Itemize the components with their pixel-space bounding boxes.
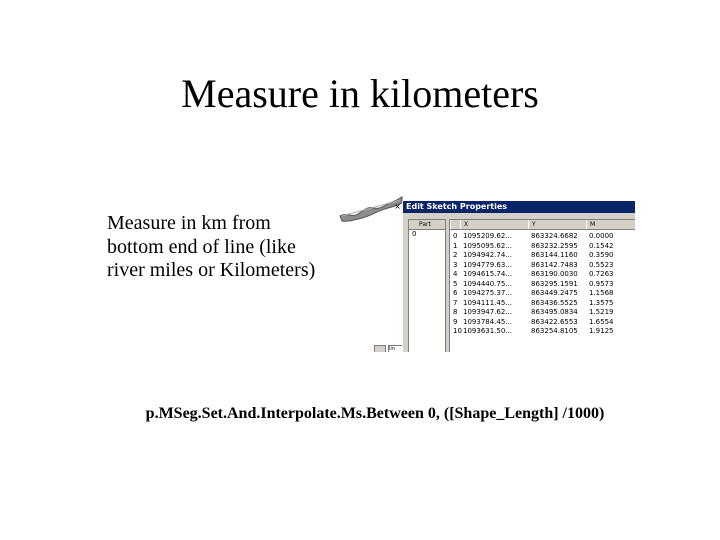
cell-idx: 2 <box>453 251 458 259</box>
slide-title: Measure in kilometers <box>181 71 539 116</box>
cell-idx: 6 <box>453 289 458 297</box>
cell-x: 1094942.74... <box>463 251 512 259</box>
cell-y: 863232.2595 <box>531 241 578 250</box>
map-view[interactable] <box>330 190 405 352</box>
table-row[interactable] <box>450 289 635 298</box>
cell-idx: 10 <box>453 327 462 335</box>
cell-x: 1094615.74... <box>463 270 512 278</box>
cell-y: 863422.6553 <box>531 317 578 326</box>
cell-x: 1093631.50... <box>463 327 512 335</box>
col-header-y[interactable]: Y <box>528 220 586 229</box>
code-statement: p.MSeg.Set.And.Interpolate.Ms.Between 0, ([Shape_Length] /1000) <box>145 405 605 422</box>
col-header-m[interactable]: M <box>586 220 635 229</box>
cell-x: 1094275.37... <box>463 289 512 297</box>
cell-m: 1.6554 <box>589 317 614 326</box>
cell-y: 863449.2475 <box>531 289 578 297</box>
slide-description: Measure in km from bottom end of line (like river miles or Kilometers) <box>107 212 316 281</box>
cell-idx: 8 <box>453 308 458 316</box>
map-status-strip <box>330 340 405 352</box>
cell-idx: 3 <box>453 260 458 269</box>
cell-x: 1095095.62... <box>463 241 512 250</box>
cell-x: 1093784.45... <box>463 317 512 326</box>
edit-sketch-properties-dialog <box>394 201 635 352</box>
cell-y: 863436.5525 <box>531 298 578 307</box>
part-list-item[interactable]: 0 <box>412 230 417 238</box>
cell-idx: 1 <box>453 241 458 250</box>
cell-y: 863190.0030 <box>531 270 578 278</box>
table-row[interactable] <box>450 232 635 241</box>
cell-idx: 0 <box>453 232 458 240</box>
screenshot-image <box>330 190 635 352</box>
map-tab[interactable]: lin <box>388 345 407 352</box>
table-row[interactable] <box>450 308 635 317</box>
cell-y: 863495.0834 <box>531 308 578 316</box>
cell-m: 1.9125 <box>589 327 614 335</box>
cell-x: 1095209.62... <box>463 232 512 240</box>
cell-m: 0.7263 <box>589 270 614 278</box>
col-header-index <box>450 220 460 229</box>
cell-m: 0.9573 <box>589 279 614 288</box>
part-list[interactable] <box>408 219 446 352</box>
cell-m: 0.5523 <box>589 260 614 269</box>
table-row[interactable] <box>450 242 635 251</box>
cell-idx: 4 <box>453 270 458 278</box>
table-row[interactable] <box>450 327 635 336</box>
cell-x: 1093947.62... <box>463 308 512 316</box>
cell-y: 863324.6682 <box>531 232 578 240</box>
cell-m: 0.1542 <box>589 241 614 250</box>
dialog-titlebar: Edit Sketch Properties <box>403 201 635 213</box>
cell-m: 0.3590 <box>589 251 614 259</box>
cell-m: 1.1568 <box>589 289 614 297</box>
table-row[interactable] <box>450 318 635 327</box>
part-list-header: Part <box>409 220 445 230</box>
table-row[interactable] <box>450 299 635 308</box>
cell-m: 1.5219 <box>589 308 614 316</box>
table-row[interactable] <box>450 261 635 270</box>
cell-x: 1094111.45... <box>463 298 512 307</box>
cell-idx: 7 <box>453 298 458 307</box>
close-icon[interactable]: × <box>394 202 401 211</box>
cell-x: 1094779.63... <box>463 260 512 269</box>
col-header-x[interactable]: X <box>460 220 528 229</box>
table-row[interactable] <box>450 280 635 289</box>
vertex-table-header <box>450 220 635 230</box>
vertex-table <box>449 219 635 352</box>
table-row[interactable] <box>450 251 635 260</box>
cell-idx: 5 <box>453 279 458 288</box>
cell-m: 0.0000 <box>589 232 614 240</box>
table-row[interactable] <box>450 270 635 279</box>
cell-y: 863295.1591 <box>531 279 578 288</box>
cell-y: 863254.8105 <box>531 327 578 335</box>
cell-m: 1.3575 <box>589 298 614 307</box>
cell-x: 1094440.75... <box>463 279 512 288</box>
cell-y: 863144.1160 <box>531 251 578 259</box>
cell-y: 863142.7483 <box>531 260 578 269</box>
cell-idx: 9 <box>453 317 458 326</box>
map-scroll-button[interactable] <box>374 345 386 352</box>
